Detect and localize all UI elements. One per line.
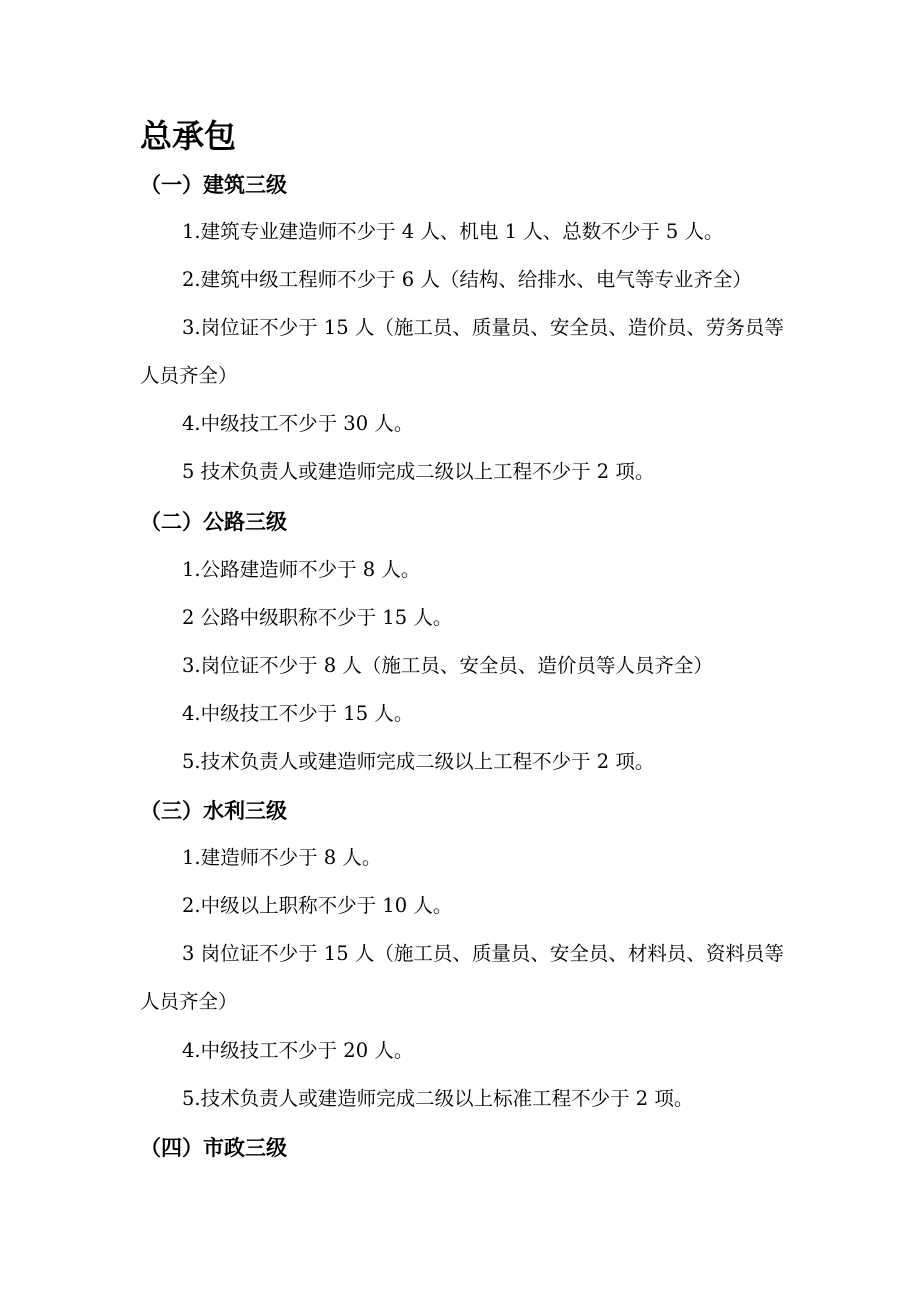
list-item: 4.中级技工不少于 30 人。 [182, 412, 414, 435]
list-item: 4.中级技工不少于 20 人。 [182, 1039, 414, 1062]
list-item: 5 技术负责人或建造师完成二级以上工程不少于 2 项。 [182, 460, 655, 483]
list-item: 1.公路建造师不少于 8 人。 [182, 558, 421, 581]
list-item: 1.建造师不少于 8 人。 [182, 846, 382, 869]
section-heading-highway: （二）公路三级 [140, 510, 287, 534]
document-title: 总承包 [140, 117, 237, 155]
list-item: 3.岗位证不少于 15 人（施工员、质量员、安全员、造价员、劳务员等人员齐全） [140, 316, 784, 387]
list-item: 2 公路中级职称不少于 15 人。 [182, 606, 453, 629]
list-item: 3.岗位证不少于 8 人（施工员、安全员、造价员等人员齐全） [182, 654, 713, 677]
list-item: 1.建筑专业建造师不少于 4 人、机电 1 人、总数不少于 5 人。 [182, 220, 724, 243]
list-item: 2.中级以上职称不少于 10 人。 [182, 894, 453, 917]
section-heading-water-conservancy: （三）水利三级 [140, 799, 287, 823]
list-item: 5.技术负责人或建造师完成二级以上标准工程不少于 2 项。 [182, 1087, 694, 1110]
section-heading-construction: （一）建筑三级 [140, 173, 287, 197]
list-item: 4.中级技工不少于 15 人。 [182, 702, 414, 725]
list-item: 2.建筑中级工程师不少于 6 人（结构、给排水、电气等专业齐全） [182, 268, 752, 291]
section-heading-municipal: （四）市政三级 [140, 1136, 287, 1160]
list-item: 5.技术负责人或建造师完成二级以上工程不少于 2 项。 [182, 750, 655, 773]
list-item: 3 岗位证不少于 15 人（施工员、质量员、安全员、材料员、资料员等人员齐全） [140, 942, 784, 1013]
